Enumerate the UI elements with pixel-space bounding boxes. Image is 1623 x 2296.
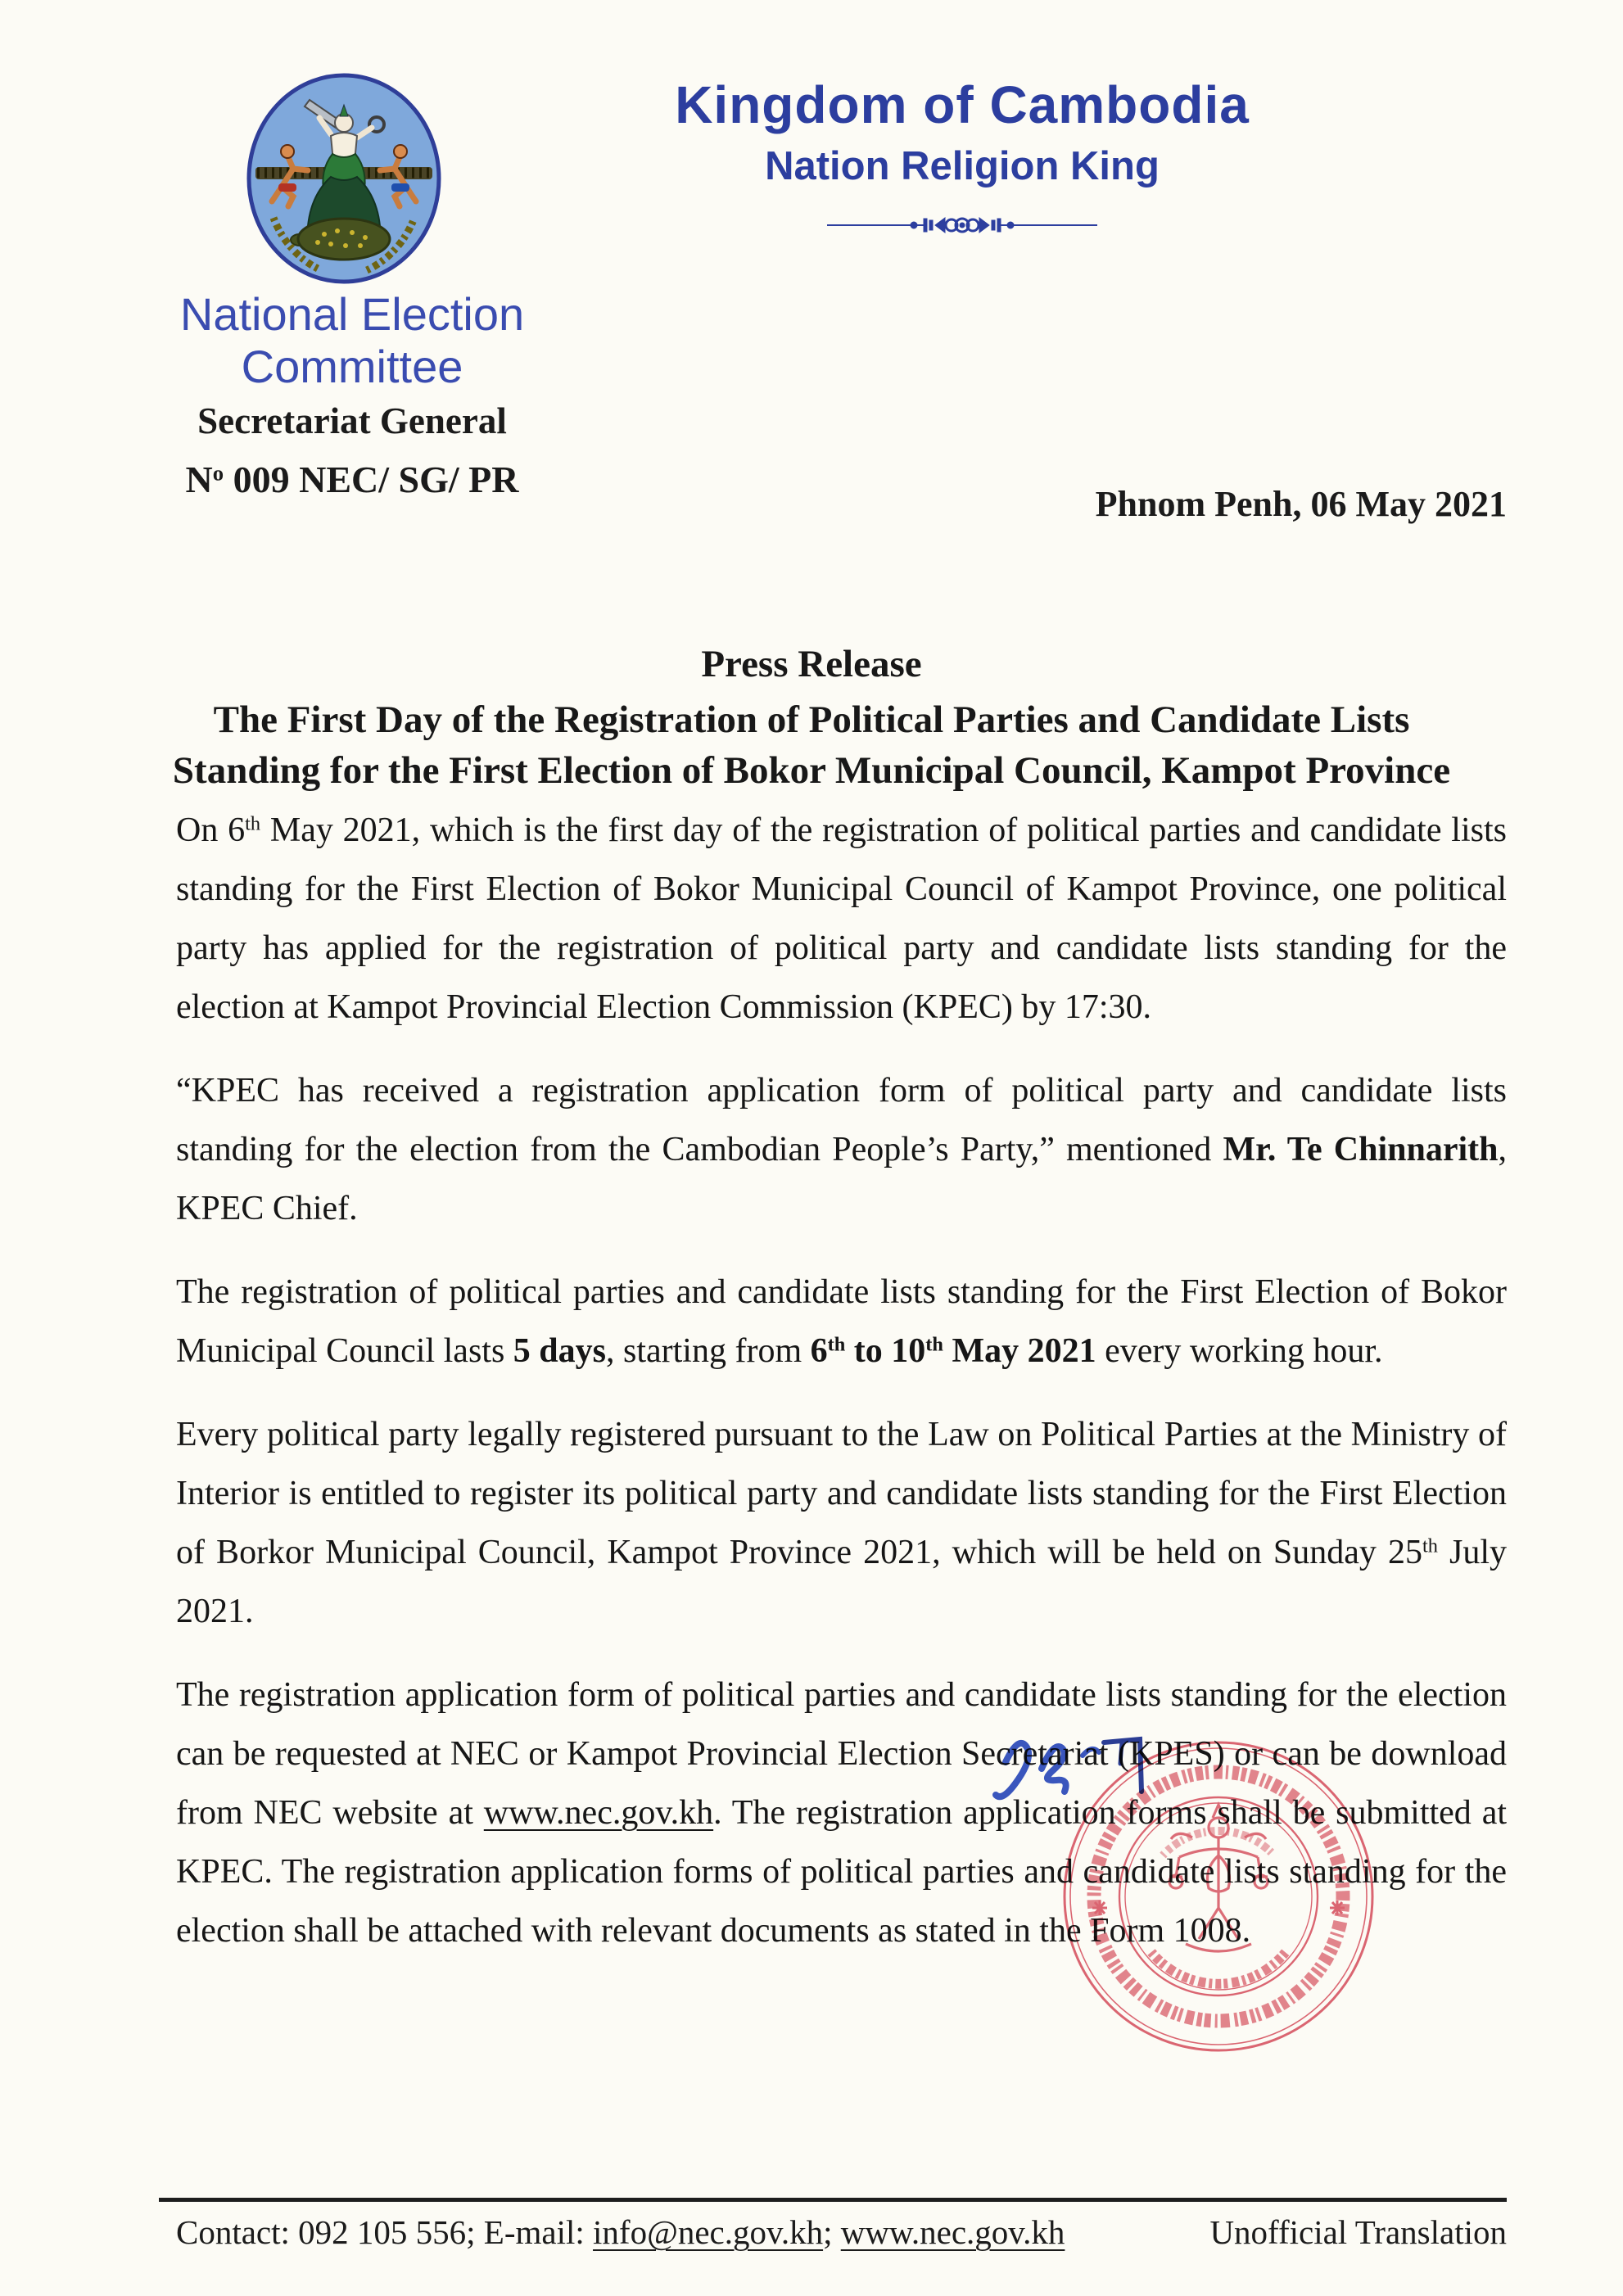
paragraph	[176, 801, 1507, 1037]
hyperlink[interactable]: www.nec.gov.kh	[483, 1794, 714, 1832]
press-release-kicker: Press Release	[701, 643, 922, 685]
text-segment: July 2021.	[176, 1534, 1507, 1630]
text-segment: Contact: 092 105 556; E-mail:	[176, 2213, 594, 2251]
text-segment: . The registration application forms shall be submitted at KPEC. The registration application forms of political parties and candidate lists standing for the election shall be attached with relevant documents as stated in the Form 1008.	[176, 1794, 1508, 1950]
nec-emblem-icon	[246, 72, 442, 285]
paragraph	[176, 1061, 1507, 1238]
text-segment: , starting from	[606, 1332, 811, 1370]
text-segment: Mr. Te Chinnarith	[1223, 1131, 1499, 1168]
text-segment: 5 days	[513, 1332, 606, 1370]
dept-name: Secretariat General	[197, 400, 507, 441]
paragraph	[176, 1405, 1507, 1641]
text-segment: th	[925, 1333, 943, 1356]
text-segment: , KPEC Chief.	[176, 1131, 1507, 1227]
text-segment: th	[245, 812, 261, 835]
text-segment: every working hour.	[1096, 1332, 1383, 1370]
signature-ink	[991, 1720, 1179, 1842]
text-segment: N	[185, 459, 213, 500]
text-segment: Every political party legally registered pursuant to the Law on Political Parties at the Ministry of Interior is entitled to register its political party and candidate lists standing for the First Election of Borkor Municipal Council, Kampot Province 2021, which will be held on Sunday 25	[176, 1416, 1507, 1571]
text-segment: On 6	[176, 811, 246, 849]
text-segment: 009 NEC/ SG/ PR	[224, 459, 519, 500]
kingdom-title: Kingdom of Cambodia	[675, 75, 1250, 134]
text-segment: “KPEC has received a registration application form of political party and candidate lists standing for the election from the Cambodian People’s Party,” mentioned	[176, 1072, 1507, 1168]
text-segment: May 2021, which is the first day of the registration of political parties and candidate lists standing for the First Election of Bokor Municipal Council of Kampot Province, one political party has applied for the registration of political party and candidate lists standing for the election at Kampot Provincial Election Commission (KPEC) by 17:30.	[176, 811, 1507, 1026]
text-segment: th	[827, 1333, 846, 1356]
text-segment: The registration application form of political parties and candidate lists standing for the election can be requested at NEC or Kampot Provincial Election Secretariat (KPES) or can be download from NEC website at	[176, 1676, 1507, 1832]
footer-rule	[159, 2198, 1507, 2202]
footer-note: Unofficial Translation	[1209, 2213, 1507, 2251]
document-title-line1: The First Day of the Registration of Political Parties and Candidate Lists	[213, 698, 1410, 741]
text-segment: 6	[810, 1332, 828, 1370]
document-title	[90, 694, 1533, 796]
text-segment: o	[212, 460, 224, 486]
document-title-line2: Standing for the First Election of Bokor Municipal Council, Kampot Province	[172, 749, 1451, 792]
ornament-divider-icon	[573, 214, 1351, 241]
text-segment: to	[845, 1332, 892, 1370]
text-segment: th	[1422, 1534, 1438, 1557]
org-name: National Election Committee	[179, 288, 525, 392]
dateline: Phnom Penh, 06 May 2021	[1095, 484, 1507, 524]
hyperlink[interactable]: www.nec.gov.kh	[840, 2213, 1065, 2251]
hyperlink[interactable]: info@nec.gov.kh	[593, 2213, 824, 2251]
text-segment: May 2021	[943, 1332, 1096, 1370]
text-segment: ;	[823, 2213, 841, 2251]
footer-contact	[176, 2212, 1065, 2252]
national-motto: Nation Religion King	[765, 144, 1160, 188]
text-segment: The registration of political parties and candidate lists standing for the First Election of Bokor Municipal Council lasts	[176, 1273, 1507, 1370]
paragraph	[176, 1263, 1507, 1381]
reference-number	[78, 457, 626, 503]
text-segment: 10	[891, 1332, 926, 1370]
